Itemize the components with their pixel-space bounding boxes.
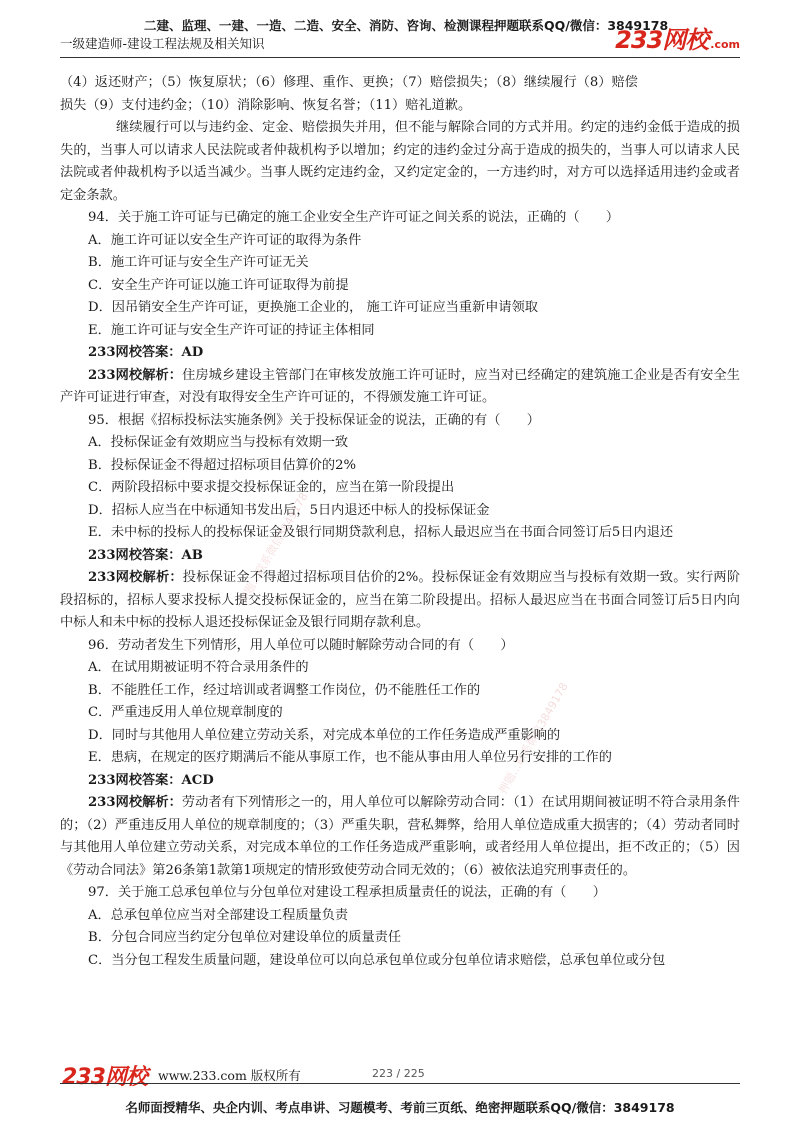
watermark: 押题…联系微信3849178	[236, 490, 311, 607]
q96-option-c: C．严重违反用人单位规章制度的	[88, 705, 283, 720]
q96-option-d: D．同时与其他用人单位建立劳动关系，对完成本单位的工作任务造成严重影响的	[88, 727, 561, 743]
explanation-label: 233网校解析：	[88, 367, 183, 383]
header-divider	[60, 57, 740, 58]
brand-logo-tld: .com	[710, 38, 740, 51]
q95-explanation-text: 投标保证金不得超过招标项目估价的2%。投标保证金有效期应当与投标有效期一致。实行两阶段招标的，招标人要求投标人提交投标保证金的，应当在第二阶段提出。招标人最迟应当在书面合同签订后5日内向中标人和未中标的投标人退还投标保证金及银行同期存款利息。	[60, 570, 741, 630]
q95-answer-value: AB	[181, 547, 203, 563]
answer-label: 233网校答案：	[88, 772, 182, 788]
question-94-stem: 94．关于施工许可证与已确定的施工企业安全生产许可证之间关系的说法，正确的（ ）	[88, 210, 620, 225]
footer-promo-text: 名师面授精华、央企内训、考点串讲、习题模考、考前三页纸、绝密押题联系QQ/微信：3849178	[125, 1100, 675, 1115]
brand-logo-text: 233网校	[615, 26, 709, 54]
question-95-stem: 95．根据《招标投标法实施条例》关于投标保证金的说法，正确的有（ ）	[88, 412, 540, 428]
document-body	[60, 72, 740, 972]
q97-option-a: A．总承包单位应当对全部建设工程质量负责	[88, 907, 349, 923]
header-subtitle: 一级建造师-建设工程法规及相关知识	[60, 36, 265, 51]
footer-logo: 233网校	[62, 1065, 147, 1090]
q95-option-b: B．投标保证金不得超过招标项目估算价的2%	[88, 457, 356, 473]
q97-option-c: C．当分包工程发生质量问题，建设单位可以向总承包单位或分包单位请求赔偿，总承包单位或分包	[88, 952, 666, 968]
intro-paragraph: 继续履行可以与违约金、定金、赔偿损失并用，但不能与解除合同的方式并用。约定的违约金低于造成的损失的，当事人可以请求人民法院或者仲裁机构予以增加；约定的违约金过分高于造成的损失的，当事人可以请求人民法院或者仲裁机构予以适当减少。当事人既约定违约金，又约定定金的，一方违约时，对方可以选择适用违约金或者定金条款。	[60, 120, 740, 203]
header-promo-text: 二建、监理、一建、一造、二造、安全、消防、咨询、检测课程押题联系QQ/微信：3849178	[144, 18, 669, 33]
question-97-stem: 97．关于施工总承包单位与分包单位对建设工程承担质量责任的说法，正确的有（ ）	[88, 885, 606, 900]
explanation-label: 233网校解析：	[88, 570, 183, 585]
intro-line: 损失（9）支付违约金；（10）消除影响、恢复名誉；（11）赔礼道歉。	[60, 97, 472, 113]
q95-option-e: E．未中标的投标人的投标保证金及银行同期贷款利息，招标人最迟应当在书面合同签订后5日内退还	[88, 525, 674, 540]
q95-option-c: C．两阶段招标中要求提交投标保证金的，应当在第一阶段提出	[88, 480, 455, 495]
q94-option-e: E．施工许可证与安全生产许可证的持证主体相同	[88, 322, 375, 338]
q94-explanation-text: 住房城乡建设主管部门在审核发放施工许可证时，应当对已经确定的建筑施工企业是否有安全生产许可证进行审查，对没有取得安全生产许可证的，不得颁发施工许可证。	[60, 367, 740, 405]
footer-divider	[60, 1083, 740, 1084]
q97-option-b: B．分包合同应当约定分包单位对建设单位的质量责任	[88, 930, 402, 945]
q95-answer	[60, 545, 740, 568]
page-header	[60, 14, 740, 54]
q96-answer-value: ACD	[181, 772, 214, 788]
answer-label: 233网校答案：	[88, 547, 182, 563]
q94-option-b: B．施工许可证与安全生产许可证无关	[88, 255, 309, 270]
q96-option-a: A．在试用期被证明不符合录用条件的	[88, 660, 309, 675]
watermark: 押题…联系微信3849178	[496, 680, 571, 797]
page-number: 223 / 225	[372, 1067, 425, 1080]
q94-option-a: A．施工许可证以安全生产许可证的取得为条件	[88, 232, 362, 248]
q94-option-c: C．安全生产许可证以施工许可证取得为前提	[88, 277, 349, 293]
q94-explanation	[60, 365, 740, 410]
q96-option-e: E．患病，在规定的医疗期满后不能从事原工作，也不能从事由用人单位另行安排的工作的	[88, 750, 612, 765]
q95-option-d: D．招标人应当在中标通知书发出后，5日内退还中标人的投标保证金	[88, 502, 490, 518]
explanation-label: 233网校解析：	[88, 795, 182, 810]
intro-line: （4）返还财产；（5）恢复原状；（6）修理、重作、更换；（7）赔偿损失；（8）继续履行（8）赔偿	[60, 75, 638, 90]
q94-option-d: D．因吊销安全生产许可证，更换施工企业的， 施工许可证应当重新申请领取	[88, 300, 538, 315]
q96-option-b: B．不能胜任工作，经过培训或者调整工作岗位，仍不能胜任工作的	[88, 682, 481, 698]
footer-site-text: www.233.com 版权所有	[158, 1068, 301, 1083]
q95-option-a: A．投标保证金有效期应当与投标有效期一致	[88, 435, 349, 450]
question-96-stem: 96．劳动者发生下列情形，用人单位可以随时解除劳动合同的有（ ）	[88, 637, 514, 653]
q96-explanation-text: 劳动者有下列情形之一的，用人单位可以解除劳动合同：（1）在试用期间被证明不符合录用条件的；（2）严重违反用人单位的规章制度的；（3）严重失职，营私舞弊，给用人单位造成重大损害的；（4）劳动者同时与其他用人单位建立劳动关系，对完成本单位的工作任务造成严重影响，或者经用人单位提出，拒不改正的；（5）因《劳动合同法》第26条第1款第1项规定的情形致使劳动合同无效的；（6）被依法追究刑事责任的。	[60, 795, 740, 878]
q95-explanation	[60, 567, 740, 635]
q96-answer	[60, 770, 740, 793]
q94-answer-value: AD	[181, 345, 204, 360]
q96-explanation	[60, 792, 740, 882]
answer-label: 233网校答案：	[88, 345, 182, 360]
brand-logo	[615, 20, 740, 55]
q94-answer	[60, 342, 740, 365]
